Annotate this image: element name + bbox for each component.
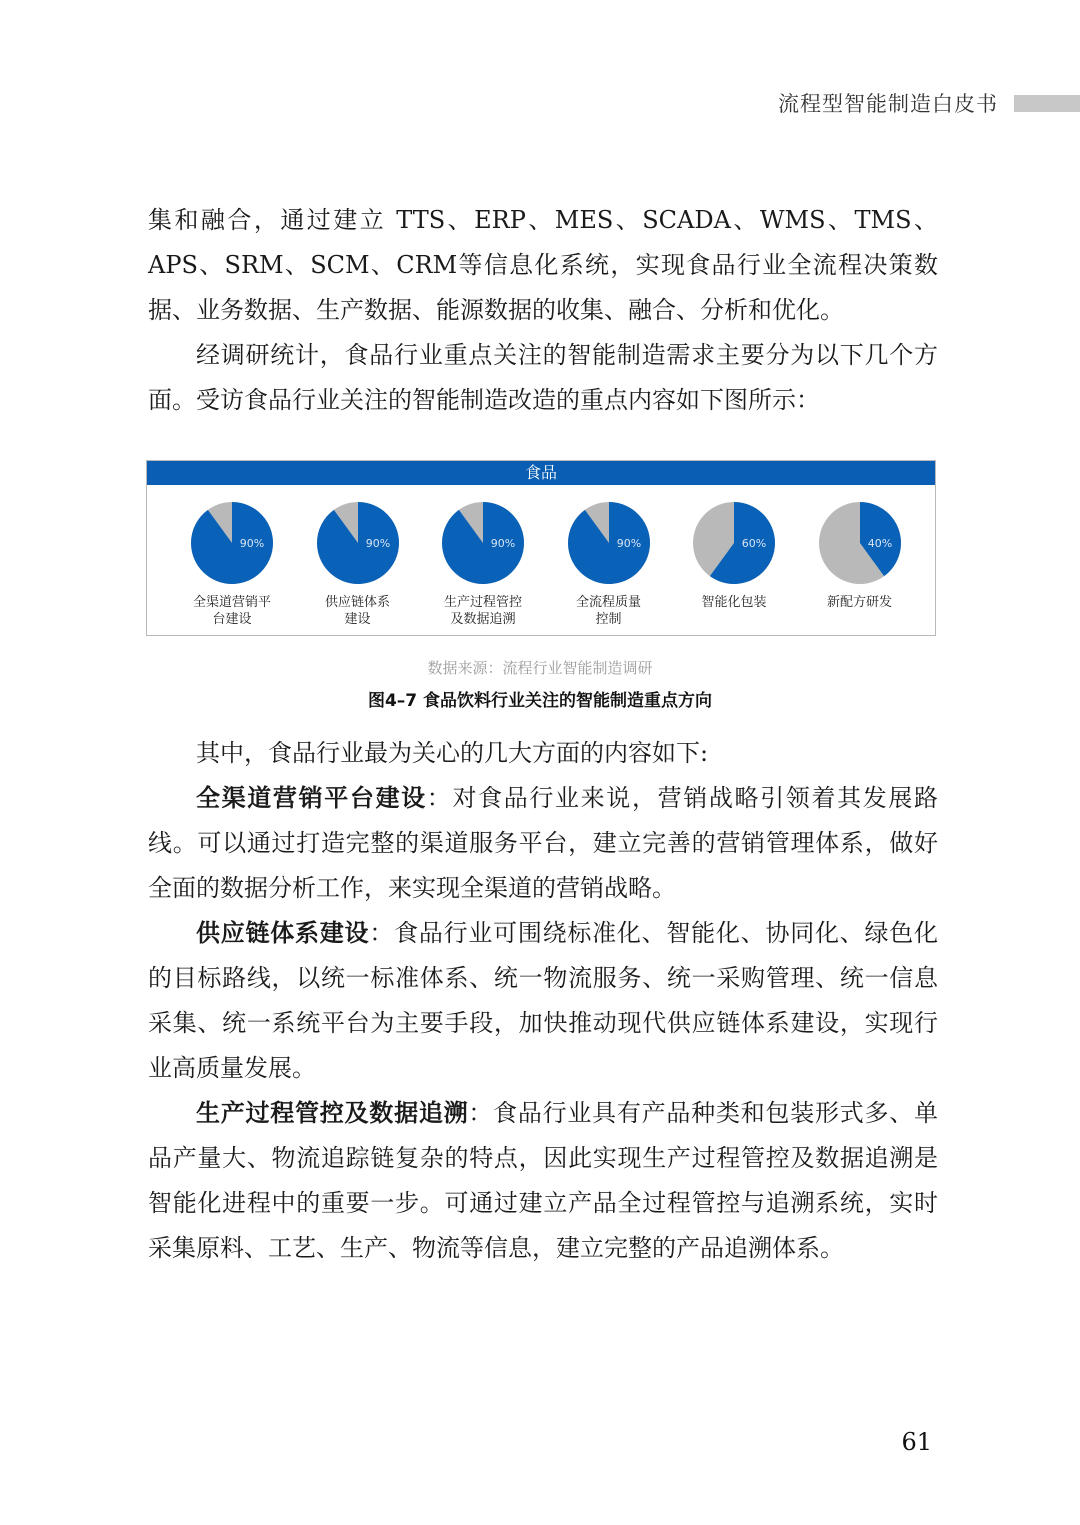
main-text xyxy=(148,731,938,1271)
pie-category-label xyxy=(296,594,420,628)
pie-category-label-line: 及数据追溯 xyxy=(450,612,516,627)
section-paragraph-2 xyxy=(148,911,938,1091)
section-paragraph-3 xyxy=(148,1091,938,1271)
pie-category-label-line: 全渠道营销平 xyxy=(192,595,271,610)
pie-item xyxy=(170,500,294,628)
page-number: 61 xyxy=(901,1428,932,1456)
section-term: 全渠道营销平台建设 xyxy=(196,784,427,812)
header-decoration-bar xyxy=(1014,95,1080,112)
pie-category-label xyxy=(421,594,545,628)
pie-item xyxy=(798,500,922,611)
figure-source: 数据来源：流程行业智能制造调研 xyxy=(427,659,653,677)
section-term: 生产过程管控及数据追溯 xyxy=(196,1099,469,1127)
pie-item xyxy=(547,500,671,628)
pie-value-label: 60% xyxy=(741,537,767,550)
pie-chart xyxy=(691,500,777,586)
section-text: ：食品行业可围绕标准化、智能化、协同化、绿色化的目标路线，以统一标准体系、统一物流服务、统一采购管理、统一信息采集、统一系统平台为主要手段，加快推动现代供应链体系建设，实现行业高质量发展。 xyxy=(148,919,939,1082)
pie-value-label: 90% xyxy=(616,537,641,550)
section-term: 供应链体系建设 xyxy=(196,919,370,947)
pie-value-label: 90% xyxy=(490,537,516,550)
section-text: ：食品行业具有产品种类和包装形式多、单品产量大、物流追踪链复杂的特点，因此实现生产过程管控及数据追溯是智能化进程中的重要一步。可通过建立产品全过程管控与追溯系统，实时采集原料、工艺、生产、物流等信息，建立完整的产品追溯体系。 xyxy=(148,1099,939,1262)
pie-category-label xyxy=(672,594,796,611)
section-text: ：对食品行业来说，营销战略引领着其发展路线。可以通过打造完整的渠道服务平台，建立完善的营销管理体系，做好全面的数据分析工作，来实现全渠道的营销战略。 xyxy=(148,784,939,902)
pie-category-label xyxy=(547,594,671,628)
intro-paragraph-2: 经调研统计，食品行业重点关注的智能制造需求主要分为以下几个方面。受访食品行业关注的智能制造改造的重点内容如下图所示： xyxy=(148,341,938,414)
pie-chart xyxy=(566,500,652,586)
pie-category-label-line: 智能化包装 xyxy=(701,595,767,610)
pie-category-label-line: 建设 xyxy=(344,612,371,627)
intro-paragraph-1: 集和融合，通过建立 TTS、ERP、MES、SCADA、WMS、TMS、APS、SRM、SCM、CRM等信息化系统，实现食品行业全流程决策数据、业务数据、生产数据、能源数据的收集、融合、分析和优化。 xyxy=(148,206,938,324)
lead-paragraph: 其中，食品行业最为关心的几大方面的内容如下: xyxy=(196,739,709,767)
section-paragraph-1 xyxy=(148,776,938,911)
pie-category-label-line: 控制 xyxy=(595,612,622,627)
pie-category-label-line: 新配方研发 xyxy=(826,595,892,610)
pie-category-label xyxy=(798,594,922,611)
intro-text xyxy=(148,198,938,423)
pie-chart xyxy=(189,500,275,586)
pie-chart-figure xyxy=(146,460,936,636)
pie-category-label-line: 生产过程管控 xyxy=(443,595,522,610)
pie-value-label: 90% xyxy=(365,537,390,550)
figure-caption: 图4–7 食品饮料行业关注的智能制造重点方向 xyxy=(367,691,713,711)
book-title: 流程型智能制造白皮书 xyxy=(778,92,998,116)
pie-category-label-line: 台建设 xyxy=(212,612,252,627)
pie-item xyxy=(296,500,420,628)
pie-chart xyxy=(817,500,903,586)
figure-header: 食品 xyxy=(147,461,935,485)
pie-item xyxy=(421,500,545,628)
pie-category-label xyxy=(170,594,294,628)
pie-chart xyxy=(315,500,401,586)
pie-value-label: 40% xyxy=(867,537,892,550)
pie-value-label: 90% xyxy=(239,537,265,550)
pie-category-label-line: 全流程质量 xyxy=(575,595,641,610)
pie-chart xyxy=(440,500,526,586)
pie-category-label-line: 供应链体系 xyxy=(324,595,390,610)
pie-item xyxy=(672,500,796,611)
